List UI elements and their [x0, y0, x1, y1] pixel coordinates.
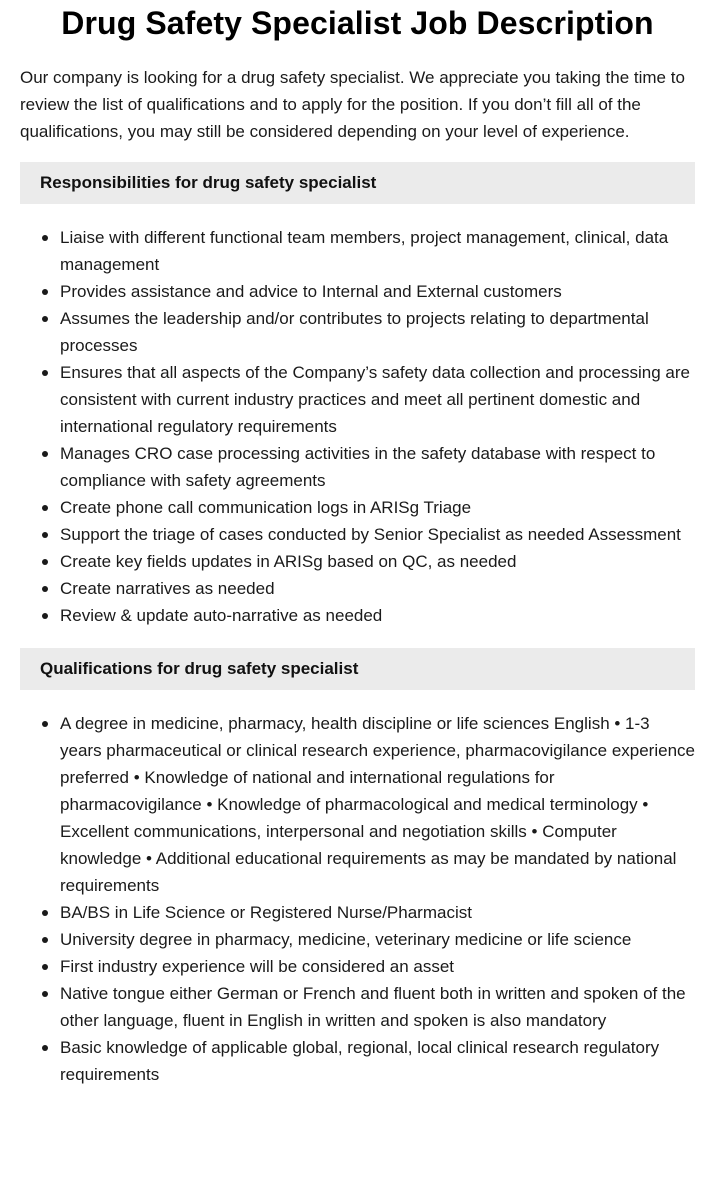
- page-title: Drug Safety Specialist Job Description: [61, 5, 654, 41]
- responsibility-item: Review & update auto-narrative as needed: [60, 602, 695, 629]
- qualification-item: Basic knowledge of applicable global, regional, local clinical research regulatory requirements: [60, 1034, 695, 1088]
- responsibility-item: Create narratives as needed: [60, 575, 695, 602]
- responsibility-item: Assumes the leadership and/or contributes to projects relating to departmental processes: [60, 305, 695, 359]
- qualification-item: Native tongue either German or French and fluent both in written and spoken of the other language, fluent in English in written and spoken is also mandatory: [60, 980, 695, 1034]
- responsibilities-list: [20, 224, 695, 629]
- responsibility-item: Provides assistance and advice to Internal and External customers: [60, 278, 695, 305]
- qualification-item: First industry experience will be considered an asset: [60, 953, 695, 980]
- responsibility-item: Manages CRO case processing activities in the safety database with respect to compliance with safety agreements: [60, 440, 695, 494]
- responsibilities-heading: Responsibilities for drug safety specialist: [20, 162, 695, 204]
- qualification-item: A degree in medicine, pharmacy, health discipline or life sciences English • 1-3 years pharmaceutical or clinical research experience, pharmacovigilance experience preferred • Knowledge of national and international regulations for pharmacovigilance • Knowledge of pharmacological and medical terminology • Excellent communications, interpersonal and negotiation skills • Computer knowledge • Additional educational requirements as may be mandated by national requirements: [60, 710, 695, 899]
- qualifications-heading: Qualifications for drug safety specialist: [20, 648, 695, 690]
- intro-paragraph: Our company is looking for a drug safety specialist. We appreciate you taking the time to review the list of qualifications and to apply for the position. If you don’t fill all of the qualifications, you may still be considered depending on your level of experience.: [20, 68, 685, 141]
- responsibility-item: Create key fields updates in ARISg based on QC, as needed: [60, 548, 695, 575]
- responsibility-item: Create phone call communication logs in ARISg Triage: [60, 494, 695, 521]
- qualification-item: University degree in pharmacy, medicine, veterinary medicine or life science: [60, 926, 695, 953]
- qualification-item: BA/BS in Life Science or Registered Nurse/Pharmacist: [60, 899, 695, 926]
- responsibility-item: Liaise with different functional team members, project management, clinical, data management: [60, 224, 695, 278]
- responsibility-item: Ensures that all aspects of the Company’s safety data collection and processing are consistent with current industry practices and meet all pertinent domestic and international regulatory requirements: [60, 359, 695, 440]
- responsibility-item: Support the triage of cases conducted by Senior Specialist as needed Assessment: [60, 521, 695, 548]
- qualifications-list: [20, 710, 695, 1088]
